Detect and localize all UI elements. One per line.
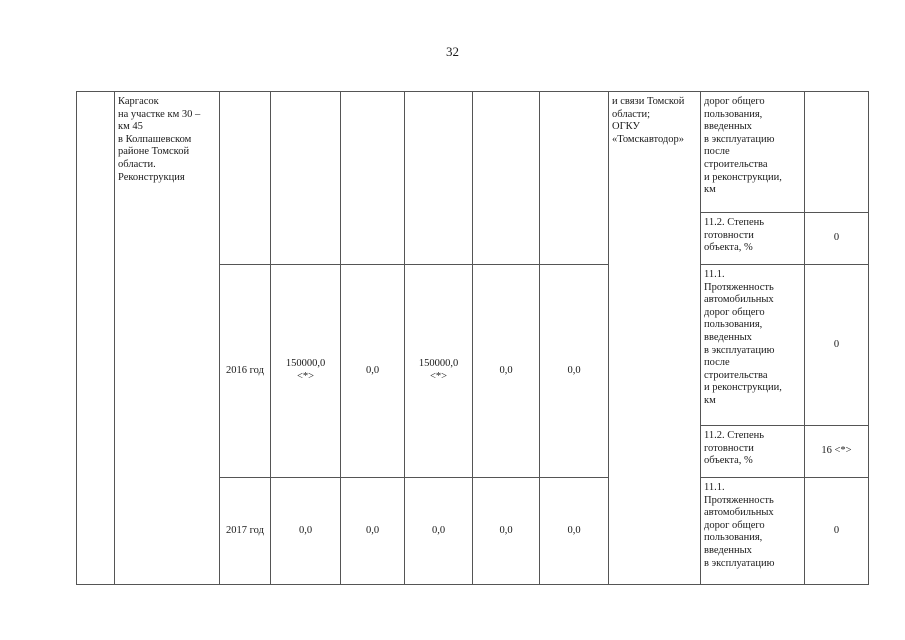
indicator-value-cell: 0 bbox=[805, 213, 869, 265]
regional-cell: 150000,0 <*> bbox=[405, 265, 473, 478]
table-row bbox=[77, 92, 869, 213]
regional-cell bbox=[405, 92, 473, 265]
object-name-cell: Каргасок на участке км 30 – км 45 в Колпашевском районе Томской области. Реконструкция bbox=[115, 92, 220, 585]
indicator-value-cell: 16 <*> bbox=[805, 426, 869, 478]
federal-cell bbox=[341, 92, 405, 265]
other-cell: 0,0 bbox=[540, 265, 609, 478]
year-cell: 2017 год bbox=[220, 478, 271, 585]
year-cell: 2016 год bbox=[220, 265, 271, 478]
indicator-value-cell bbox=[805, 92, 869, 213]
number-cell bbox=[77, 92, 115, 585]
regional-cell: 0,0 bbox=[405, 478, 473, 585]
federal-cell: 0,0 bbox=[341, 478, 405, 585]
federal-cell: 0,0 bbox=[341, 265, 405, 478]
page-number: 32 bbox=[446, 44, 459, 59]
total-cell: 0,0 bbox=[271, 478, 341, 585]
indicator-cell: 11.1. Протяженность автомобильных дорог общего пользования, введенных в эксплуатацию bbox=[701, 478, 805, 585]
indicator-value-cell: 0 bbox=[805, 478, 869, 585]
indicator-cell: 11.1. Протяженность автомобильных дорог общего пользования, введенных в эксплуатацию после строительства и реконструкции, км bbox=[701, 265, 805, 426]
other-cell: 0,0 bbox=[540, 478, 609, 585]
indicator-cell: 11.2. Степень готовности объекта, % bbox=[701, 426, 805, 478]
other-cell bbox=[540, 92, 609, 265]
year-cell bbox=[220, 92, 271, 265]
indicator-cell: дорог общего пользования, введенных в эксплуатацию после строительства и реконструкции, км bbox=[701, 92, 805, 213]
local-cell bbox=[473, 92, 540, 265]
total-cell: 150000,0 <*> bbox=[271, 265, 341, 478]
total-cell bbox=[271, 92, 341, 265]
indicator-cell: 11.2. Степень готовности объекта, % bbox=[701, 213, 805, 265]
local-cell: 0,0 bbox=[473, 265, 540, 478]
local-cell: 0,0 bbox=[473, 478, 540, 585]
indicator-value-cell: 0 bbox=[805, 265, 869, 426]
executor-cell: и связи Томской области; ОГКУ «Томскавтодор» bbox=[609, 92, 701, 585]
program-table bbox=[76, 91, 869, 585]
